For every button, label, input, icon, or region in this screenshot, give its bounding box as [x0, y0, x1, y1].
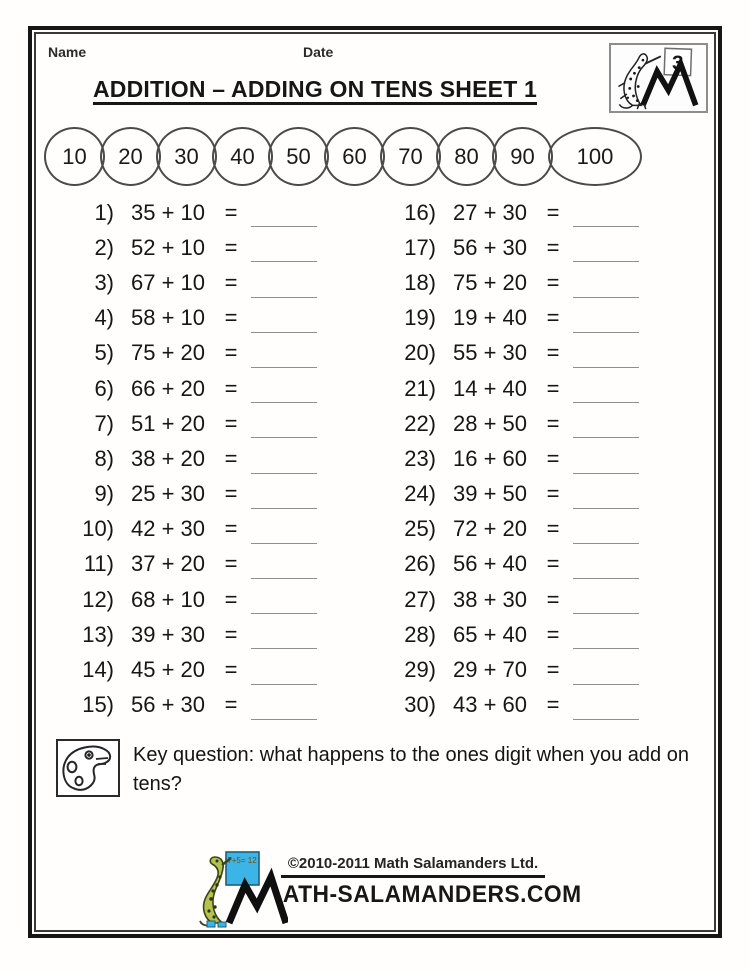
problem-expression: 42 + 30 [131, 516, 206, 542]
problem-number: 25) [404, 516, 436, 542]
equals-sign: = [224, 692, 238, 718]
answer-blank [251, 261, 317, 262]
answer-blank [573, 437, 639, 438]
problem-row [384, 688, 706, 723]
answer-blank [573, 508, 639, 509]
equals-sign: = [546, 586, 560, 612]
problem-number: 26) [404, 551, 436, 577]
problem-expression: 75 + 20 [131, 340, 206, 366]
salamander-grade-3-icon [611, 45, 706, 111]
badge-3: 3 [672, 51, 684, 75]
answer-blank [573, 543, 639, 544]
answer-blank [573, 332, 639, 333]
problem-row [384, 265, 706, 300]
problem-row [62, 688, 384, 723]
problem-row [384, 547, 706, 582]
equals-sign: = [546, 340, 560, 366]
answer-blank [573, 684, 639, 685]
problem-row [62, 617, 384, 652]
answer-blank [251, 402, 317, 403]
problem-row [62, 336, 384, 371]
problem-number: 12) [82, 586, 114, 612]
problem-row [62, 441, 384, 476]
answer-blank [573, 648, 639, 649]
salamander-face-icon [58, 741, 118, 795]
key-question-icon-box [56, 739, 120, 797]
problem-row [62, 406, 384, 441]
problem-expression: 43 + 60 [453, 692, 528, 718]
problem-row [384, 582, 706, 617]
answer-blank [251, 578, 317, 579]
problem-number: 11) [83, 551, 114, 577]
equals-sign: = [224, 445, 238, 471]
equals-sign: = [224, 621, 238, 647]
problem-expression: 38 + 20 [131, 445, 206, 471]
key-question-text: Key question: what happens to the ones digit when you add on tens? [133, 744, 689, 795]
problem-number: 22) [404, 410, 436, 436]
problem-expression: 35 + 10 [131, 199, 206, 225]
equals-sign: = [546, 269, 560, 295]
problem-row [384, 406, 706, 441]
answer-blank [573, 297, 639, 298]
equals-sign: = [224, 340, 238, 366]
corner-logo-box [609, 43, 708, 113]
answer-blank [573, 473, 639, 474]
equals-sign: = [224, 586, 238, 612]
tens-ovals-row [44, 127, 637, 186]
problem-expression: 39 + 50 [453, 481, 528, 507]
problem-number: 10) [82, 516, 114, 542]
problem-number: 6) [94, 375, 114, 401]
equals-sign: = [224, 199, 238, 225]
tens-oval-60: 60 [324, 127, 385, 186]
answer-blank [251, 543, 317, 544]
problem-expression: 16 + 60 [453, 445, 528, 471]
tens-oval-10: 10 [44, 127, 105, 186]
date-label: Date [303, 44, 334, 60]
problem-expression: 14 + 40 [453, 375, 528, 401]
equals-sign: = [546, 516, 560, 542]
problem-expression: 58 + 10 [131, 305, 206, 331]
problem-row [62, 582, 384, 617]
answer-blank [251, 226, 317, 227]
problem-number: 27) [404, 586, 436, 612]
problem-expression: 55 + 30 [453, 340, 528, 366]
problem-expression: 52 + 10 [131, 234, 206, 260]
tens-oval-30: 30 [156, 127, 217, 186]
problems-column-right [384, 195, 706, 723]
equals-sign: = [224, 375, 238, 401]
page-title: ADDITION – ADDING ON TENS SHEET 1 [92, 76, 538, 102]
tens-oval-100: 100 [548, 127, 642, 186]
equals-sign: = [546, 305, 560, 331]
equals-sign: = [546, 375, 560, 401]
equals-sign: = [224, 516, 238, 542]
problem-expression: 39 + 30 [131, 621, 206, 647]
problem-expression: 67 + 10 [131, 269, 206, 295]
problem-expression: 56 + 30 [131, 692, 206, 718]
problem-row [62, 265, 384, 300]
equals-sign: = [224, 657, 238, 683]
problems-column-left [62, 195, 384, 723]
answer-blank [573, 719, 639, 720]
equals-sign: = [546, 481, 560, 507]
problem-number: 28) [404, 621, 436, 647]
answer-blank [251, 367, 317, 368]
problem-expression: 27 + 30 [453, 199, 528, 225]
problem-row [384, 230, 706, 265]
copyright-text: ©2010-2011 Math Salamanders Ltd. [281, 855, 545, 878]
answer-blank [573, 402, 639, 403]
problem-row [384, 371, 706, 406]
equals-sign: = [546, 410, 560, 436]
problem-expression: 45 + 20 [131, 657, 206, 683]
problem-row [62, 477, 384, 512]
problem-number: 3) [94, 269, 114, 295]
equals-sign: = [546, 445, 560, 471]
problem-expression: 19 + 40 [453, 305, 528, 331]
problem-row [62, 547, 384, 582]
problem-expression: 56 + 30 [453, 234, 528, 260]
problem-number: 24) [404, 481, 436, 507]
problem-number: 15) [82, 692, 114, 718]
equals-sign: = [546, 657, 560, 683]
chalkboard-sum-text: 7+5= 12 [227, 856, 257, 865]
answer-blank [251, 508, 317, 509]
equals-sign: = [546, 199, 560, 225]
tens-oval-20: 20 [100, 127, 161, 186]
footer-salamander-logo [193, 849, 288, 931]
tens-oval-70: 70 [380, 127, 441, 186]
problem-row [384, 195, 706, 230]
answer-blank [251, 684, 317, 685]
answer-blank [251, 719, 317, 720]
equals-sign: = [224, 551, 238, 577]
problem-number: 17) [404, 234, 436, 260]
name-label: Name [48, 44, 87, 60]
problem-number: 5) [94, 340, 114, 366]
problem-row [62, 195, 384, 230]
equals-sign: = [546, 234, 560, 260]
answer-blank [251, 473, 317, 474]
problem-expression: 68 + 10 [131, 586, 206, 612]
problem-row [384, 512, 706, 547]
problem-expression: 28 + 50 [453, 410, 528, 436]
problem-expression: 25 + 30 [131, 481, 206, 507]
problem-number: 21) [404, 375, 436, 401]
equals-sign: = [546, 551, 560, 577]
answer-blank [573, 367, 639, 368]
footer-text-block [281, 855, 582, 909]
problem-number: 19) [404, 305, 436, 331]
problem-number: 16) [404, 199, 436, 225]
problem-number: 20) [404, 340, 436, 366]
problem-expression: 66 + 20 [131, 375, 206, 401]
site-name: ATH-SALAMANDERS.COM [282, 881, 582, 908]
problem-expression: 38 + 30 [453, 586, 528, 612]
equals-sign: = [224, 410, 238, 436]
tens-oval-90: 90 [492, 127, 553, 186]
problem-expression: 29 + 70 [453, 657, 528, 683]
problem-row [384, 301, 706, 336]
problem-row [384, 441, 706, 476]
answer-blank [251, 332, 317, 333]
problem-number: 7) [94, 410, 114, 436]
problem-row [384, 477, 706, 512]
problem-number: 29) [404, 657, 436, 683]
answer-blank [251, 648, 317, 649]
problem-expression: 56 + 40 [453, 551, 528, 577]
equals-sign: = [546, 621, 560, 647]
answer-blank [573, 578, 639, 579]
problem-expression: 72 + 20 [453, 516, 528, 542]
problem-expression: 65 + 40 [453, 621, 528, 647]
problem-expression: 37 + 20 [131, 551, 206, 577]
problem-row [62, 652, 384, 687]
tens-oval-50: 50 [268, 127, 329, 186]
problems-section [62, 195, 706, 723]
equals-sign: = [546, 692, 560, 718]
problem-number: 30) [404, 692, 436, 718]
problem-row [62, 371, 384, 406]
problem-row [62, 301, 384, 336]
problem-row [62, 230, 384, 265]
problem-number: 2) [94, 234, 114, 260]
problem-number: 14) [82, 657, 114, 683]
problem-row [384, 652, 706, 687]
answer-blank [573, 226, 639, 227]
answer-blank [251, 613, 317, 614]
problem-number: 4) [94, 305, 114, 331]
problem-expression: 75 + 20 [453, 269, 528, 295]
problem-expression: 51 + 20 [131, 410, 206, 436]
answer-blank [573, 261, 639, 262]
equals-sign: = [224, 481, 238, 507]
problem-number: 9) [94, 481, 114, 507]
problem-number: 23) [404, 445, 436, 471]
equals-sign: = [224, 269, 238, 295]
tens-oval-80: 80 [436, 127, 497, 186]
problem-row [62, 512, 384, 547]
problem-number: 8) [94, 445, 114, 471]
tens-oval-40: 40 [212, 127, 273, 186]
answer-blank [573, 613, 639, 614]
answer-blank [251, 437, 317, 438]
equals-sign: = [224, 305, 238, 331]
problem-number: 1) [94, 199, 114, 225]
problem-row [384, 336, 706, 371]
equals-sign: = [224, 234, 238, 260]
problem-number: 13) [82, 621, 114, 647]
problem-number: 18) [404, 269, 436, 295]
problem-row [384, 617, 706, 652]
answer-blank [251, 297, 317, 298]
